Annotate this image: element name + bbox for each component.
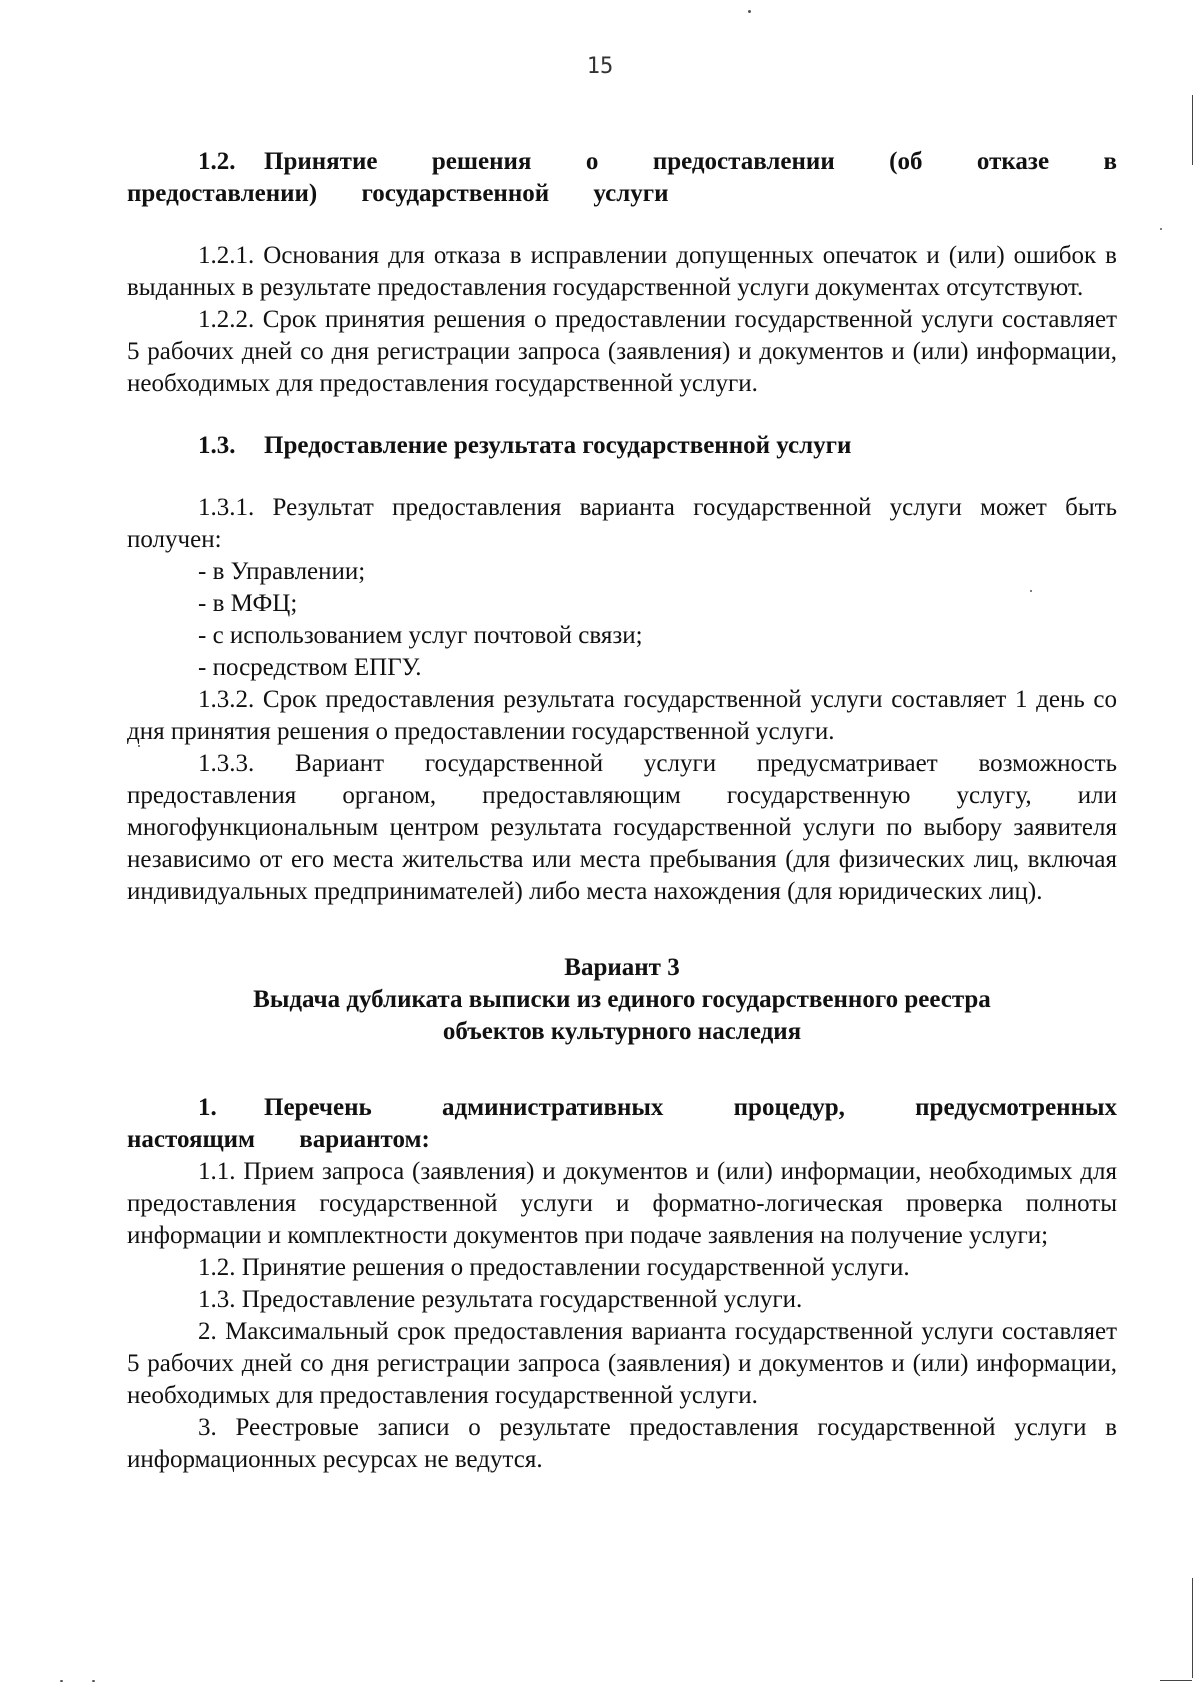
section-number: 1. <box>198 1094 217 1121</box>
paragraph-1-3-3: 1.3.3. Вариант государственной услуги предусматривает возможность предоставления органом, предоставляющим государственную услугу, или многофункциональным центром результата государственной услуги по выбору заявителя независимо от его места жительства или места пребывания (для физических лиц, включая индивидуальных предпринимателей) либо места нахождения (для юридических лиц). <box>127 750 1117 905</box>
paragraph-1-1: 1.1. Прием запроса (заявления) и документов и (или) информации, необходимых для предоставления государственной услуги и форматно-логическая проверка полноты информации и комплектности документов при подаче заявления на получение услуги; <box>127 1158 1117 1249</box>
paragraph-1-3-2: 1.3.2. Срок предоставления результата государственной услуги составляет 1 день со дня принятия решения о предоставлении государственной услуги. <box>127 686 1117 745</box>
variant-title-line-2: объектов культурного наследия <box>442 1018 802 1045</box>
paragraph-1-2-1: 1.2.1. Основания для отказа в исправлении допущенных опечаток и (или) ошибок в выданных в результате предоставления государственной услуги документах отсутствуют. <box>127 242 1117 301</box>
section-title: Предоставление результата государственной услуги <box>264 432 852 459</box>
procedures-heading <box>127 1092 1117 1156</box>
section-1-3-heading <box>127 430 1117 462</box>
paragraph-2: 2. Максимальный срок предоставления варианта государственной услуги составляет 5 рабочих дней со дня регистрации запроса (заявления) и документов и (или) информации, необходимых для предоставления государственной услуги. <box>127 1318 1117 1409</box>
scan-speck <box>60 1680 63 1682</box>
variant-title-line-1: Выдача дубликата выписки из единого государственного реестра <box>253 986 991 1013</box>
paragraph-1-2-2: 1.2.2. Срок принятия решения о предоставлении государственной услуги составляет 5 рабочих дней со дня регистрации запроса (заявления) и документов и (или) информации, необходимых для предоставления государственной услуги. <box>127 306 1117 397</box>
scan-speck <box>1030 590 1032 592</box>
scan-speck <box>138 745 140 747</box>
scan-speck <box>748 10 751 13</box>
page-number: 15 <box>586 54 614 79</box>
scan-edge-mark <box>1192 1578 1193 1678</box>
section-title: Принятие решения о предоставлении (об отказе в предоставлении) государственной услуги <box>127 148 1117 207</box>
paragraph-1-3: 1.3. Предоставление результата государственной услуги. <box>198 1286 803 1313</box>
document-body <box>127 146 1117 1476</box>
scan-speck <box>92 1680 95 1682</box>
scan-edge-mark <box>1192 95 1193 165</box>
list-item: - посредством ЕПГУ. <box>198 654 422 681</box>
section-number: 1.3. <box>198 432 236 459</box>
list-item: - в Управлении; <box>198 558 366 585</box>
section-1-2-heading <box>127 146 1117 210</box>
paragraph-1-2: 1.2. Принятие решения о предоставлении государственной услуги. <box>198 1254 910 1281</box>
section-title: Перечень административных процедур, предусмотренных настоящим вариантом: <box>127 1094 1117 1153</box>
paragraph-3: 3. Реестровые записи о результате предоставления государственной услуги в информационных ресурсах не ведутся. <box>127 1414 1117 1473</box>
list-item: - с использованием услуг почтовой связи; <box>198 622 643 649</box>
variant-label: Вариант 3 <box>564 954 680 981</box>
scan-speck <box>1160 228 1162 230</box>
list-item: - в МФЦ; <box>198 590 298 617</box>
scan-edge-mark <box>1160 1680 1192 1681</box>
section-number: 1.2. <box>198 148 236 175</box>
paragraph-1-3-1: 1.3.1. Результат предоставления варианта государственной услуги может быть получен: <box>127 494 1117 553</box>
